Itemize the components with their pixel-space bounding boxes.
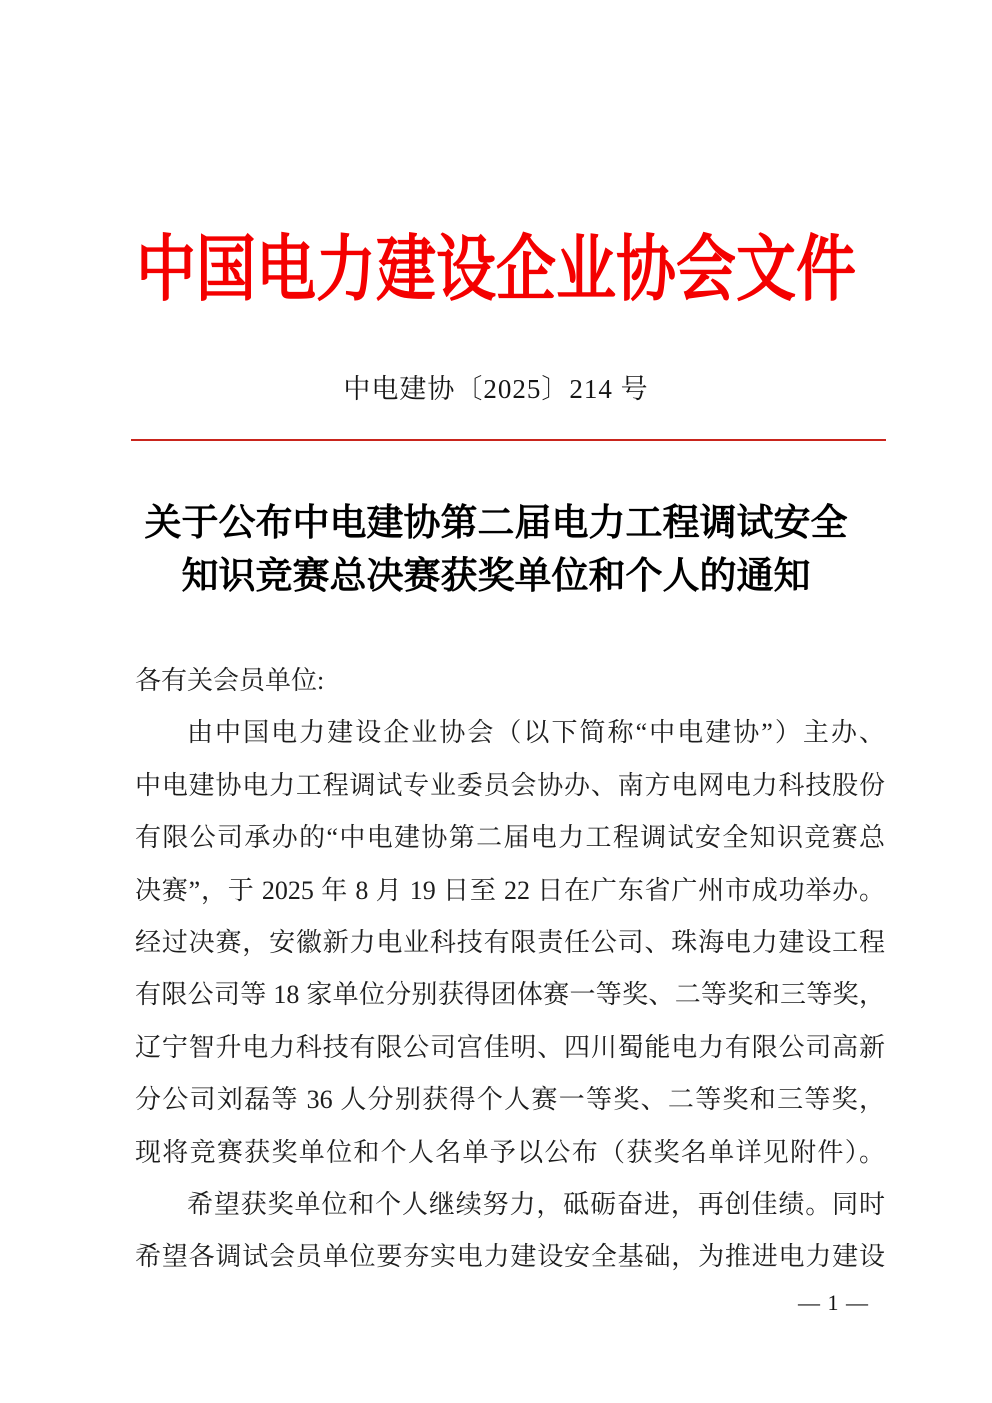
page-number: — 1 — <box>798 1290 869 1315</box>
body-line-9: 现将竞赛获奖单位和个人名单予以公布（获奖名单详见附件）。 <box>135 1137 885 1167</box>
org-title: 中国电力建设企业协会文件 <box>136 230 856 310</box>
body-line-1: 由中国电力建设企业协会（以下简称“中电建协”）主办、 <box>187 718 885 748</box>
body-line-5: 经过决赛，安徽新力电业科技有限责任公司、珠海电力建设工程 <box>135 927 885 957</box>
doc-number: 中电建协〔2025〕214 号 <box>343 374 649 404</box>
doc-title-line1: 关于公布中电建协第二届电力工程调试安全 <box>144 503 848 544</box>
red-divider <box>131 439 886 441</box>
body-line-2: 中电建协电力工程调试专业委员会协办、南方电网电力科技股份 <box>135 770 885 800</box>
body-line-10: 希望获奖单位和个人继续努力，砥砺奋进，再创佳绩。同时 <box>187 1189 885 1219</box>
body-line-4: 决赛”，于 2025 年 8 月 19 日至 22 日在广东省广州市成功举办。 <box>135 875 885 905</box>
body-line-3: 有限公司承办的“中电建协第二届电力工程调试安全知识竞赛总 <box>135 823 885 853</box>
body-line-6: 有限公司等 18 家单位分别获得团体赛一等奖、二等奖和三等奖， <box>135 980 885 1010</box>
doc-title <box>0 497 992 603</box>
body-line-11: 希望各调试会员单位要夯实电力建设安全基础，为推进电力建设 <box>135 1242 885 1272</box>
body-line-7: 辽宁智升电力科技有限公司宫佳明、四川蜀能电力有限公司高新 <box>135 1032 885 1062</box>
doc-body <box>135 655 885 1284</box>
body-line-8: 分公司刘磊等 36 人分别获得个人赛一等奖、二等奖和三等奖， <box>135 1085 885 1115</box>
doc-title-line2: 知识竞赛总决赛获奖单位和个人的通知 <box>181 556 811 597</box>
salutation: 各有关会员单位: <box>135 666 325 695</box>
